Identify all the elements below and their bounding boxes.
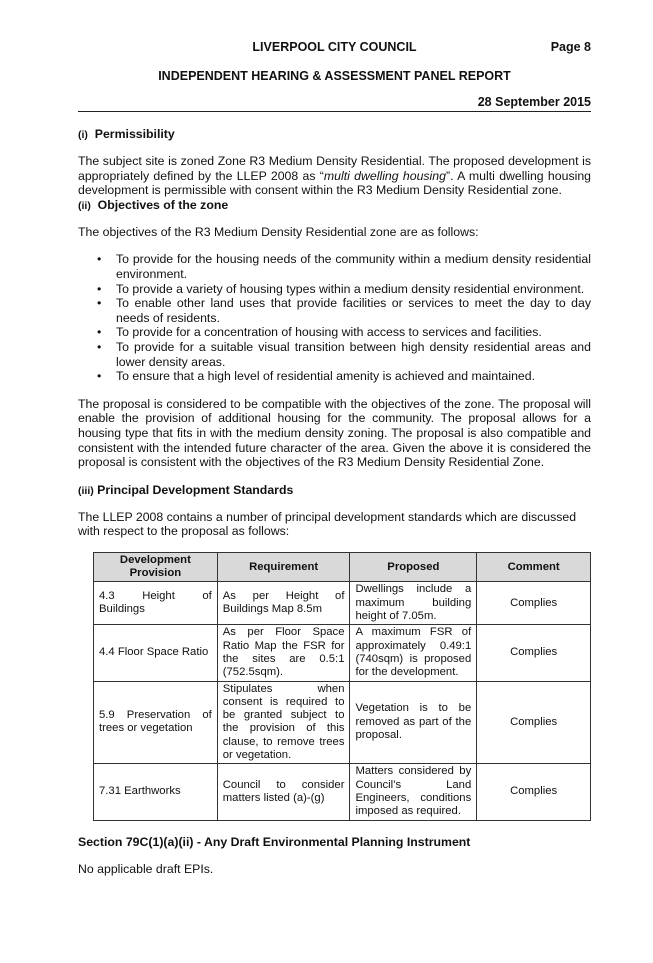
standards-table	[93, 552, 591, 821]
page-header	[78, 40, 591, 56]
cell-comment: Complies	[477, 625, 591, 681]
cell-provision: 4.3 Height of Buildings	[94, 582, 218, 625]
standards-intro: The LLEP 2008 contains a number of principal development standards which are discussed with respect to the proposal as follows:	[78, 509, 577, 539]
objective-item: • To provide a variety of housing types within a medium density residential environment.	[116, 282, 591, 297]
objectives-intro: The objectives of the R3 Medium Density Residential zone are as follows:	[78, 224, 479, 239]
objective-item: • To provide for the housing needs of the community within a medium density residential environment.	[116, 252, 591, 281]
cell-comment: Complies	[477, 681, 591, 764]
objectives-list	[78, 252, 591, 383]
section79-text: No applicable draft EPIs.	[78, 861, 214, 876]
table-header-row	[94, 552, 591, 582]
cell-comment: Complies	[477, 582, 591, 625]
permissibility-paragraph	[78, 154, 591, 198]
section79-heading: Section 79C(1)(a)(ii) - Any Draft Environmental Planning Instrument	[78, 834, 471, 849]
standards-number: (iii)	[78, 484, 94, 497]
cell-proposed: A maximum FSR of approximately 0.49:1 (740sqm) is proposed for the development.	[350, 625, 477, 681]
report-date: 28 September 2015	[78, 95, 591, 112]
cell-proposed: Dwellings include a maximum building height of 7.05m.	[350, 582, 477, 625]
permissibility-heading	[78, 127, 591, 141]
cell-proposed: Matters considered by Council’s Land Engineers, conditions imposed as required.	[350, 764, 477, 820]
col-header-provision: Development Provision	[94, 552, 218, 582]
council-name: LIVERPOOL CITY COUNCIL	[252, 40, 417, 54]
cell-requirement: Council to consider matters listed (a)-(g)	[217, 764, 350, 820]
col-header-proposed: Proposed	[350, 552, 477, 582]
table-row	[94, 681, 591, 764]
permissibility-text-em: multi dwelling housing	[323, 168, 446, 183]
cell-provision: 7.31 Earthworks	[94, 764, 218, 820]
standards-heading	[78, 483, 591, 497]
cell-proposed: Vegetation is to be removed as part of the proposal.	[350, 681, 477, 764]
objective-item: • To enable other land uses that provide facilities or services to meet the day to day needs of residents.	[116, 296, 591, 325]
document-page	[0, 40, 653, 963]
cell-requirement: As per Floor Space Ratio Map the FSR for the sites are 0.5:1 (752.5sqm).	[217, 625, 350, 681]
objectives-number: (ii)	[78, 199, 91, 212]
objectives-title: Objectives of the zone	[97, 197, 229, 212]
objective-item: • To provide for a concentration of housing with access to services and facilities.	[116, 325, 591, 340]
cell-requirement: Stipulates when consent is required to be granted subject to the provision of this clause, to remove trees or vegetation.	[217, 681, 350, 764]
objectives-conclusion: The proposal is considered to be compatible with the objectives of the zone. The proposal will enable the provision of additional housing for the community. The proposal allows for a housing type that fits in with the medium density zoning. The proposal is also compatible and consistent with the intended future character of the area. Given the above it is considered the proposal is consistent with the objectives of the R3 Medium Density Residential Zone.	[78, 396, 591, 470]
cell-comment: Complies	[477, 764, 591, 820]
permissibility-text-1: The subject site is zoned Zone R3 Medium Density Residential. The proposed development is appropriately defined by the LLEP 2008 as “	[78, 154, 591, 183]
standards-title: Principal Development Standards	[97, 482, 294, 497]
cell-requirement: As per Height of Buildings Map 8.5m	[217, 582, 350, 625]
cell-provision: 5.9 Preservation of trees or vegetation	[94, 681, 218, 764]
table-row	[94, 625, 591, 681]
permissibility-title: Permissibility	[94, 127, 175, 141]
objective-item: • To ensure that a high level of residential amenity is achieved and maintained.	[116, 369, 591, 384]
permissibility-number: (i)	[78, 129, 88, 141]
objectives-heading	[78, 198, 591, 212]
report-title: INDEPENDENT HEARING & ASSESSMENT PANEL REPORT	[158, 69, 511, 83]
permissibility-text-2: ”. A multi dwelling housing development is permissible with consent within the R3 Medium Density Residential zone.	[78, 168, 592, 198]
col-header-requirement: Requirement	[217, 552, 350, 582]
table-row	[94, 582, 591, 625]
table-row	[94, 764, 591, 820]
page-number: Page 8	[550, 40, 591, 54]
cell-provision: 4.4 Floor Space Ratio	[94, 625, 218, 681]
objective-item: • To provide for a suitable visual transition between high density residential areas and lower density areas.	[116, 340, 591, 369]
col-header-comment: Comment	[477, 552, 591, 582]
